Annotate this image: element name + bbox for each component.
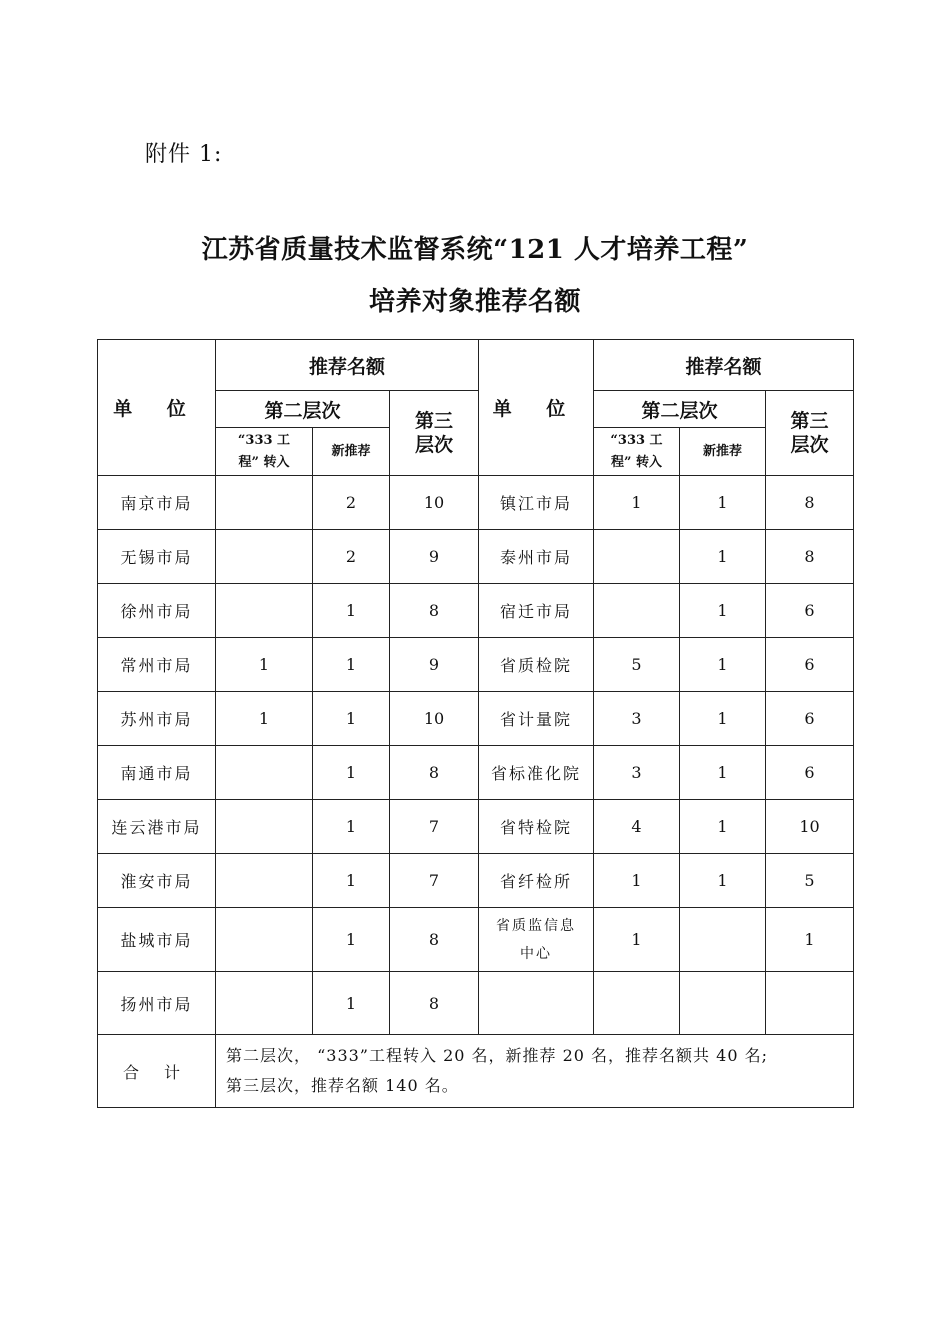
header-third-level-left xyxy=(390,391,479,476)
unit-name: 省纤检所 xyxy=(479,854,594,908)
unit-name: 南京市局 xyxy=(98,476,216,530)
total-summary-line1: 第二层次， “333”工程转入 20 名，新推荐 20 名，推荐名额共 40 名; xyxy=(226,1046,768,1065)
header-new-rec-right: 新推荐 xyxy=(680,428,766,476)
unit-name: 常州市局 xyxy=(98,638,216,692)
header-second-level-left: 第二层次 xyxy=(216,391,390,428)
transfer-count xyxy=(216,476,313,530)
header-transfer-left xyxy=(216,428,313,476)
table-row xyxy=(98,746,854,800)
header-second-level-right: 第二层次 xyxy=(594,391,766,428)
new-rec-count: 1 xyxy=(313,972,390,1035)
new-rec-count xyxy=(680,972,766,1035)
header-quota-right: 推荐名额 xyxy=(594,340,854,391)
unit-name: 无锡市局 xyxy=(98,530,216,584)
table-row xyxy=(98,638,854,692)
total-summary xyxy=(216,1035,854,1108)
header-new-rec-left: 新推荐 xyxy=(313,428,390,476)
new-rec-count: 1 xyxy=(680,476,766,530)
third-level-count: 8 xyxy=(766,476,854,530)
third-level-count: 8 xyxy=(390,584,479,638)
transfer-count: 1 xyxy=(594,908,680,972)
third-level-count: 7 xyxy=(390,854,479,908)
third-level-count: 10 xyxy=(766,800,854,854)
unit-name: 省特检院 xyxy=(479,800,594,854)
table-row xyxy=(98,854,854,908)
transfer-count: 1 xyxy=(594,854,680,908)
attachment-label: 附件 1: xyxy=(145,142,223,167)
new-rec-count xyxy=(680,908,766,972)
third-level-count: 6 xyxy=(766,746,854,800)
transfer-count: 1 xyxy=(594,476,680,530)
unit-name: 淮安市局 xyxy=(98,854,216,908)
new-rec-count: 1 xyxy=(313,638,390,692)
table-row xyxy=(98,908,854,972)
header-third-level-line1: 第三 xyxy=(414,410,453,432)
header-unit-right: 单 位 xyxy=(479,340,594,476)
unit-name xyxy=(479,908,594,972)
new-rec-count: 2 xyxy=(313,530,390,584)
unit-name: 省标准化院 xyxy=(479,746,594,800)
header-transfer-line1: “333 工 xyxy=(610,432,663,448)
third-level-count: 6 xyxy=(766,692,854,746)
table-row xyxy=(98,584,854,638)
new-rec-count: 1 xyxy=(680,584,766,638)
unit-name: 南通市局 xyxy=(98,746,216,800)
new-rec-count: 1 xyxy=(313,746,390,800)
transfer-count xyxy=(594,584,680,638)
new-rec-count: 1 xyxy=(313,692,390,746)
table-row xyxy=(98,800,854,854)
table-row xyxy=(98,972,854,1035)
unit-name: 扬州市局 xyxy=(98,972,216,1035)
transfer-count xyxy=(594,972,680,1035)
new-rec-count: 1 xyxy=(313,854,390,908)
transfer-count: 3 xyxy=(594,692,680,746)
header-transfer-line2: 程” 转入 xyxy=(238,454,290,470)
transfer-count: 5 xyxy=(594,638,680,692)
third-level-count: 10 xyxy=(390,692,479,746)
transfer-count xyxy=(216,746,313,800)
third-level-count xyxy=(766,972,854,1035)
new-rec-count: 1 xyxy=(680,746,766,800)
third-level-count: 6 xyxy=(766,584,854,638)
quota-table xyxy=(97,339,854,1108)
table-row xyxy=(98,530,854,584)
total-label: 合 计 xyxy=(98,1035,216,1108)
transfer-count: 4 xyxy=(594,800,680,854)
third-level-count: 8 xyxy=(390,746,479,800)
third-level-count: 5 xyxy=(766,854,854,908)
third-level-count: 8 xyxy=(390,908,479,972)
transfer-count xyxy=(216,854,313,908)
header-third-level-line1: 第三 xyxy=(790,410,829,432)
new-rec-count: 1 xyxy=(680,800,766,854)
new-rec-count: 2 xyxy=(313,476,390,530)
document-title-line1: 江苏省质量技术监督系统“121 人才培养工程” xyxy=(201,235,749,265)
third-level-count: 10 xyxy=(390,476,479,530)
unit-name-line2: 中心 xyxy=(520,945,552,962)
document-title-line2: 培养对象推荐名额 xyxy=(368,287,581,317)
third-level-count: 8 xyxy=(766,530,854,584)
new-rec-count: 1 xyxy=(680,692,766,746)
new-rec-count: 1 xyxy=(313,584,390,638)
new-rec-count: 1 xyxy=(680,854,766,908)
unit-name: 连云港市局 xyxy=(98,800,216,854)
transfer-count xyxy=(216,972,313,1035)
unit-name: 盐城市局 xyxy=(98,908,216,972)
unit-name: 徐州市局 xyxy=(98,584,216,638)
transfer-count xyxy=(216,908,313,972)
transfer-count xyxy=(594,530,680,584)
unit-name: 省计量院 xyxy=(479,692,594,746)
unit-name: 泰州市局 xyxy=(479,530,594,584)
third-level-count: 9 xyxy=(390,530,479,584)
transfer-count xyxy=(216,530,313,584)
new-rec-count: 1 xyxy=(680,638,766,692)
third-level-count: 9 xyxy=(390,638,479,692)
table-row xyxy=(98,476,854,530)
unit-name-line1: 省质监信息 xyxy=(496,917,576,934)
header-unit-left: 单 位 xyxy=(98,340,216,476)
third-level-count: 8 xyxy=(390,972,479,1035)
unit-name: 镇江市局 xyxy=(479,476,594,530)
third-level-count: 6 xyxy=(766,638,854,692)
unit-name: 省质检院 xyxy=(479,638,594,692)
unit-name xyxy=(479,972,594,1035)
header-third-level-right xyxy=(766,391,854,476)
header-transfer-line2: 程” 转入 xyxy=(610,454,662,470)
third-level-count: 7 xyxy=(390,800,479,854)
table-row xyxy=(98,692,854,746)
new-rec-count: 1 xyxy=(680,530,766,584)
total-summary-line2: 第三层次，推荐名额 140 名。 xyxy=(226,1076,459,1095)
total-row xyxy=(98,1035,854,1108)
third-level-count: 1 xyxy=(766,908,854,972)
header-third-level-line2: 层次 xyxy=(790,434,829,456)
header-quota-left: 推荐名额 xyxy=(216,340,479,391)
header-transfer-right xyxy=(594,428,680,476)
header-transfer-line1: “333 工 xyxy=(237,432,291,448)
unit-name: 宿迁市局 xyxy=(479,584,594,638)
transfer-count: 1 xyxy=(216,692,313,746)
new-rec-count: 1 xyxy=(313,908,390,972)
unit-name: 苏州市局 xyxy=(98,692,216,746)
transfer-count xyxy=(216,584,313,638)
header-third-level-line2: 层次 xyxy=(414,434,453,456)
transfer-count: 1 xyxy=(216,638,313,692)
transfer-count xyxy=(216,800,313,854)
transfer-count: 3 xyxy=(594,746,680,800)
new-rec-count: 1 xyxy=(313,800,390,854)
